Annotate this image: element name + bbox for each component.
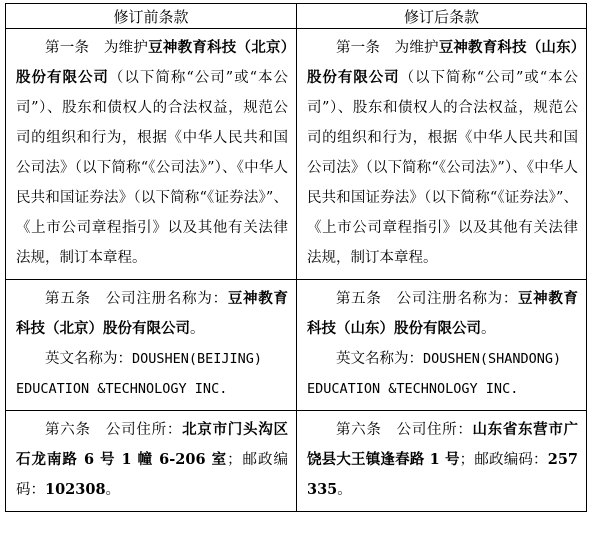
table-row: [6, 411, 587, 512]
article-text: 第五条 公司注册名称为：: [336, 291, 518, 307]
table-row: [6, 29, 587, 280]
english-name-part-2: EDUCATION &TECHNOLOGY INC.: [16, 381, 228, 397]
english-name-line-2: [16, 374, 288, 404]
article-text: 第六条 公司住所：: [336, 422, 473, 438]
english-name-line: [16, 344, 288, 374]
article-text: 。: [190, 321, 205, 337]
article-5-after-cn: [307, 284, 578, 344]
english-name-label: 英文名称为：: [45, 351, 132, 367]
header-before: 修订前条款: [6, 4, 297, 29]
article-6-after-text: [307, 415, 578, 505]
company-name-old: 豆神教育科技（北京）股份有限公司: [16, 290, 289, 337]
article-6-before-text: [16, 415, 288, 505]
article-text: （以下简称“公司”或“本公司”）、股东和债权人的合法权益，规范公司的组织和行为，根据《中华人民共和国公司法》（以下简称“《公司法》”）、《中华人民共和国证券法》（以下简称“《证券法》”、《上市公司章程指引》以及其他有关法律法规，制订本章程。: [307, 70, 578, 266]
english-name-label: 英文名称为：: [336, 351, 423, 367]
article-5-after: [297, 280, 587, 411]
english-name-line: [307, 344, 578, 374]
english-name-part-2: EDUCATION &TECHNOLOGY INC.: [307, 381, 519, 397]
article-5-before: [6, 280, 297, 411]
article-1-before: [6, 29, 297, 280]
address-new: 山东省东营市广饶县大王镇逢春路 1 号: [307, 421, 578, 468]
company-name-new: 豆神教育科技（山东）股份有限公司: [307, 290, 578, 337]
english-name-line-2: [307, 374, 578, 404]
postal-code-old: 102308: [45, 481, 106, 498]
table-row: [6, 280, 587, 411]
header-after: 修订后条款: [297, 4, 587, 29]
article-6-after: [297, 411, 587, 512]
english-name-part-1: DOUSHEN(BEIJING): [132, 351, 263, 367]
company-name-new: 豆神教育科技（山东）股份有限公司: [307, 39, 578, 86]
article-text: ；邮政编码：: [16, 452, 288, 498]
amendment-comparison-table: [5, 3, 587, 512]
article-6-before: [6, 411, 297, 512]
postal-code-new: 257335: [307, 451, 579, 498]
article-text: 第五条 公司注册名称为：: [45, 291, 228, 307]
article-1-after-text: [307, 33, 578, 273]
article-text: 第一条 为维护: [336, 40, 439, 56]
table-header-row: [6, 4, 587, 29]
company-name-old: 豆神教育科技（北京）股份有限公司: [16, 39, 288, 86]
article-5-before-cn: [16, 284, 288, 344]
article-text: 。: [105, 482, 121, 498]
address-old: 北京市门头沟区石龙南路 6 号 1 幢 6-206 室: [16, 421, 289, 468]
english-name-part-1: DOUSHEN(SHANDONG): [423, 351, 562, 367]
article-text: 。: [337, 482, 352, 498]
article-text: 第一条 为维护: [45, 40, 149, 56]
article-text: ；邮政编码：: [459, 452, 548, 468]
article-text: 第六条 公司住所：: [45, 422, 183, 438]
article-text: （以下简称“公司”或“本公司”）、股东和债权人的合法权益，规范公司的组织和行为，根据《中华人民共和国公司法》（以下简称“《公司法》”）、《中华人民共和国证券法》（以下简称“《证券法》”、《上市公司章程指引》以及其他有关法律法规，制订本章程。: [16, 70, 288, 266]
article-text: 。: [481, 321, 496, 337]
article-1-after: [297, 29, 587, 280]
article-1-before-text: [16, 33, 288, 273]
